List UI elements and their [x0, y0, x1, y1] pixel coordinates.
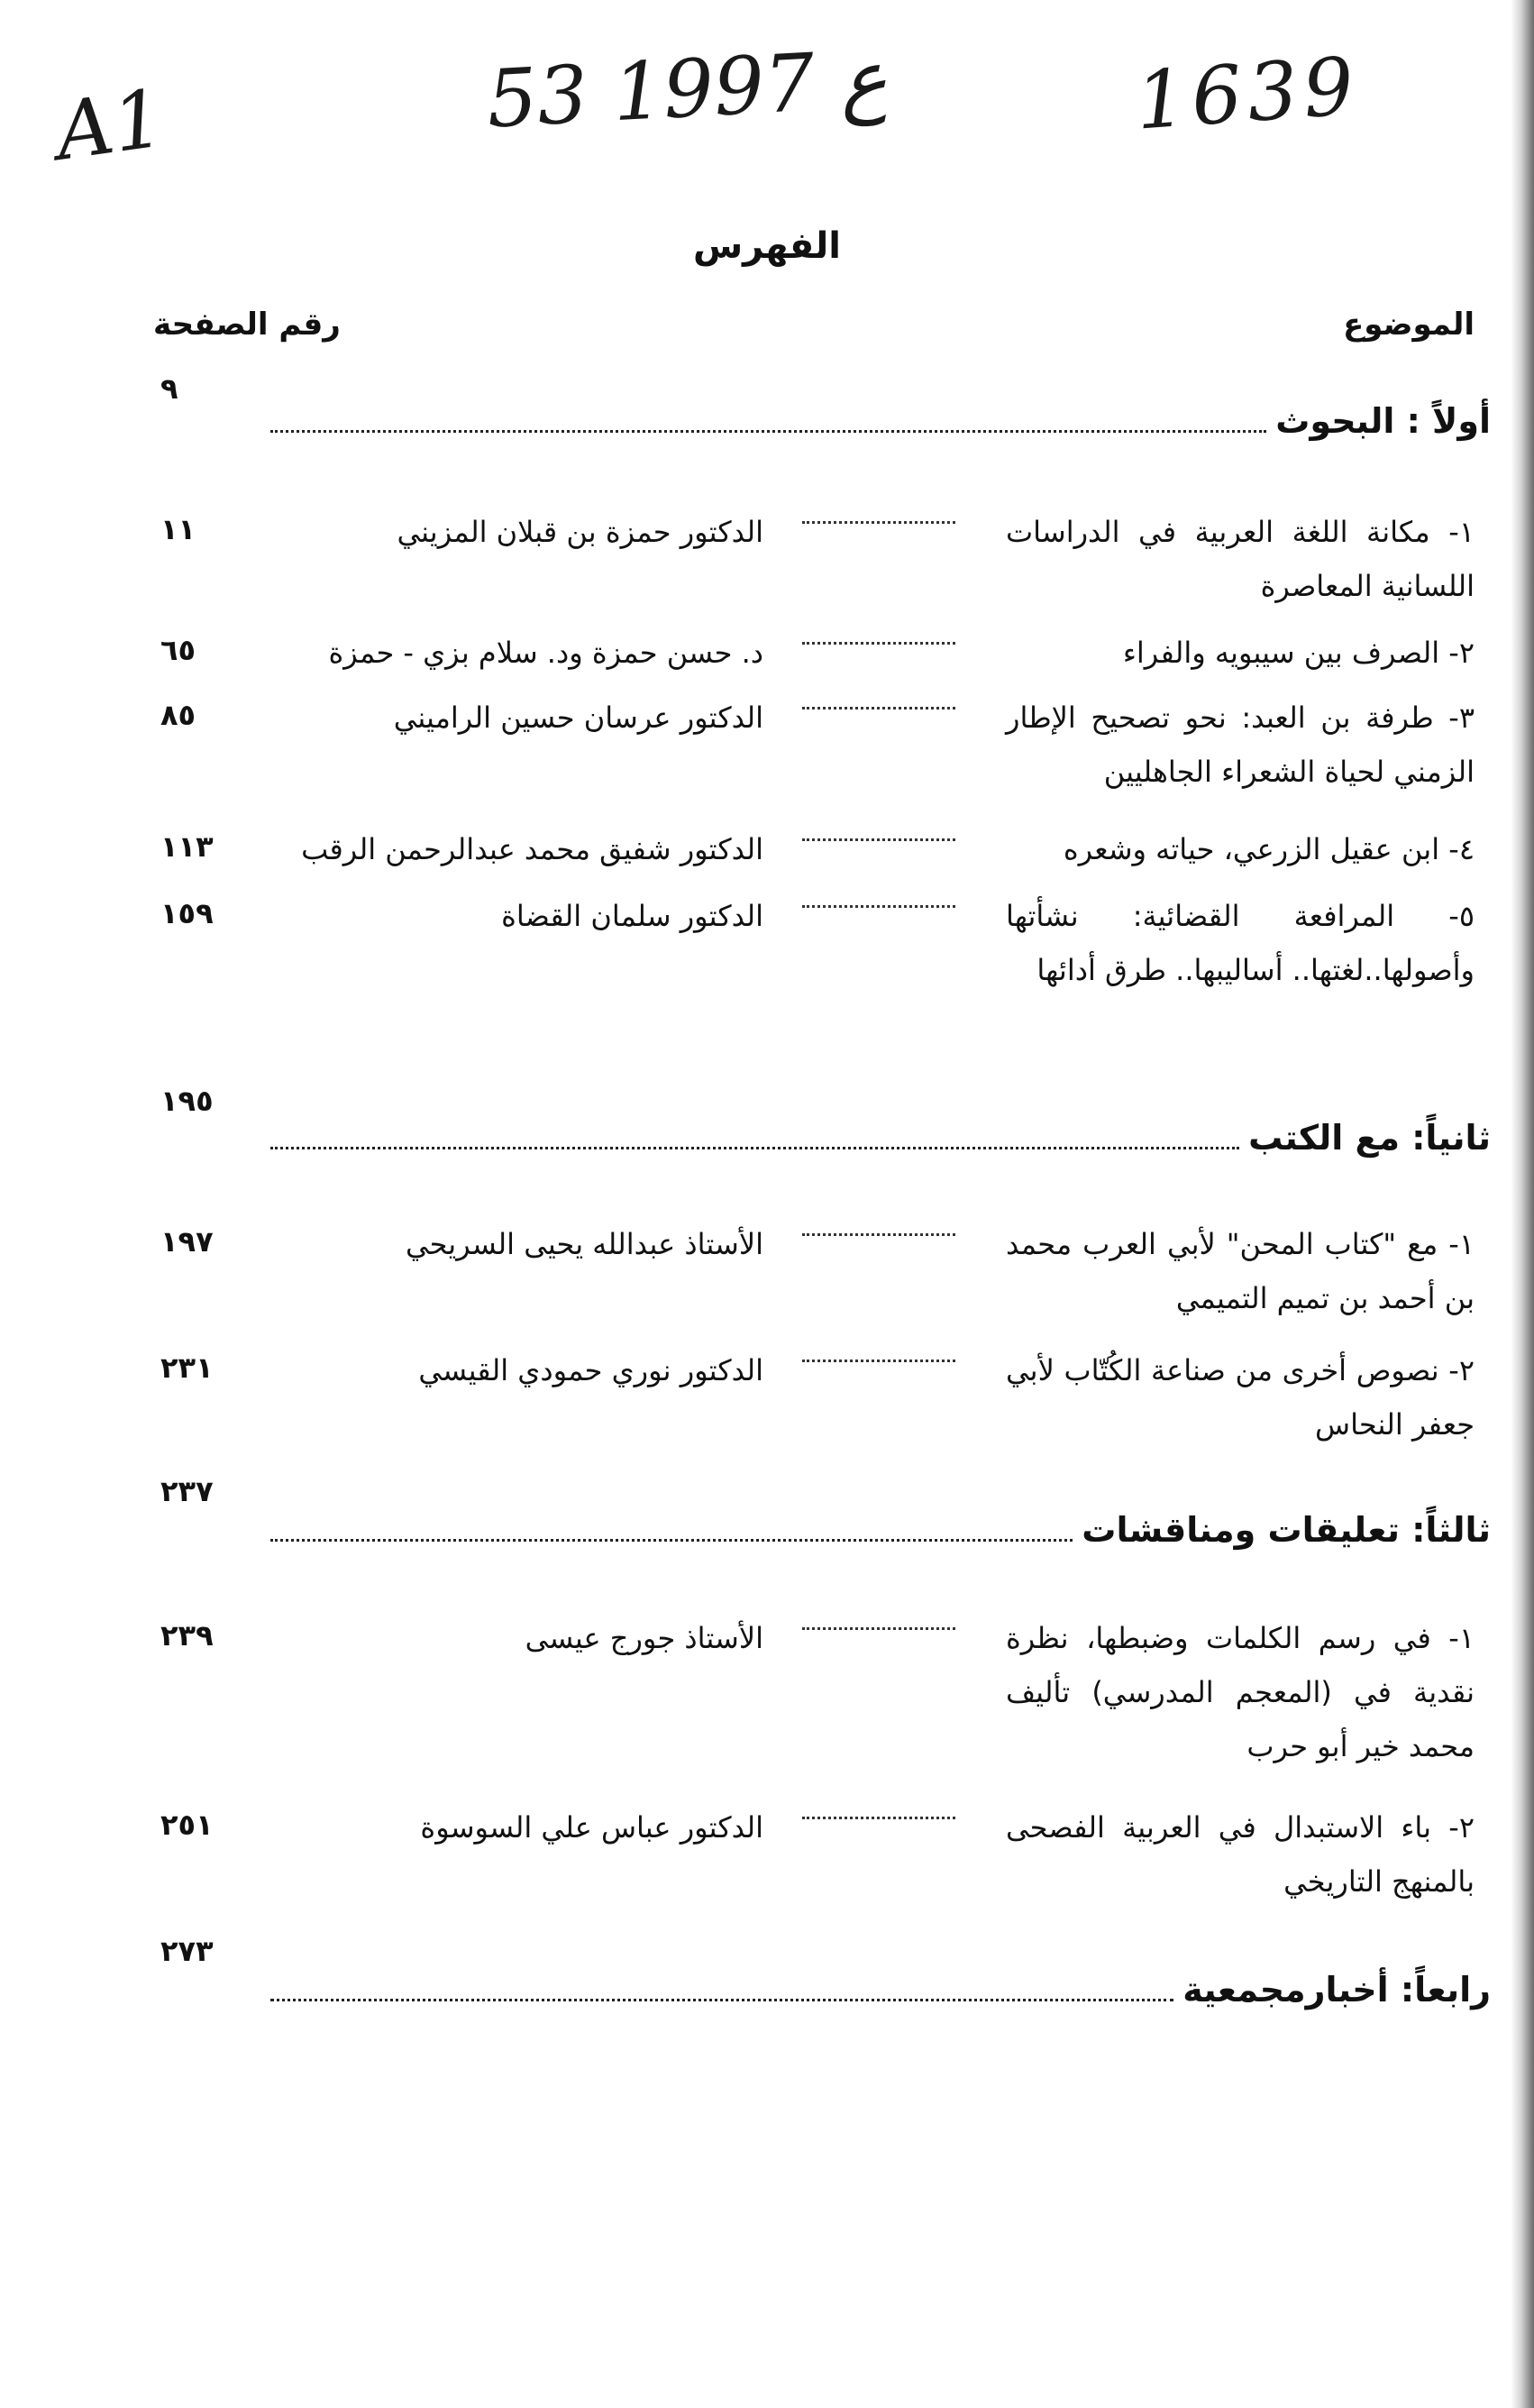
entry-author: الدكتور عرسان حسين الراميني: [393, 700, 763, 735]
entry-title: ٥- المرافعة القضائية: نشأتها وأصولها..لغتها.. أساليبها.. طرق أدائها: [1006, 899, 1475, 987]
entry-title: ٢- الصرف بين سيبويه والفراء: [1122, 636, 1475, 670]
section-page-number: ٢٧٣: [160, 1934, 214, 1968]
entry-author: الدكتور عباس علي السوسوة: [420, 1810, 763, 1845]
handwritten-note-middle: 53 ع 1997: [484, 32, 890, 146]
entry-author: الدكتور شفيق محمد عبدالرحمن الرقب: [301, 832, 763, 866]
handwritten-note-left: A1: [50, 71, 170, 179]
section-heading: [270, 1510, 1491, 1550]
entry-author: د. حسن حمزة ود. سلام بزي - حمزة: [328, 636, 763, 670]
leader-dots: [802, 642, 955, 645]
entry-page-number: ١١: [160, 512, 196, 546]
leader-dots: [802, 838, 955, 841]
entry-author: الأستاذ عبدالله يحيى السريحي: [405, 1227, 763, 1261]
section-title: أولاً : البحوث: [1275, 401, 1491, 441]
leader-dots: [802, 1627, 955, 1630]
topic-column-label: الموضوع: [1343, 307, 1475, 343]
entry-page-number: ٢٣٩: [160, 1618, 214, 1653]
entry-page-number: ١١٣: [160, 829, 214, 864]
leader-dots: [802, 1360, 955, 1362]
leader-dots: [270, 1147, 1239, 1149]
entry-title: ٤- ابن عقيل الزرعي، حياته وشعره: [1063, 832, 1475, 866]
section-heading: [270, 401, 1491, 441]
entry-author: الدكتور سلمان القضاة: [501, 899, 763, 933]
entry-page-number: ٦٥: [160, 633, 196, 667]
entry-title: ٣- طرفة بن العبد: نحو تصحيح الإطار الزمني لحياة الشعراء الجاهليين: [1006, 700, 1475, 789]
leader-dots: [270, 430, 1266, 433]
entry-author: الأستاذ جورج عيسى: [525, 1621, 763, 1655]
section-page-number: ١٩٥: [160, 1084, 214, 1118]
entry-page-number: ١٥٩: [160, 896, 214, 930]
entry-title: ١- مكانة اللغة العربية في الدراسات اللسانية المعاصرة: [1006, 515, 1475, 603]
section-heading: [270, 1118, 1491, 1158]
entry-page-number: ٨٥: [160, 698, 196, 732]
section-title: رابعاً: أخبارمجمعية: [1182, 1970, 1491, 2010]
section-title: ثالثاً: تعليقات ومناقشات: [1082, 1510, 1491, 1550]
leader-dots: [802, 1817, 955, 1819]
scan-edge-shadow: [1511, 0, 1534, 2408]
entry-page-number: ٢٣١: [160, 1350, 214, 1385]
leader-dots: [270, 1999, 1173, 2001]
leader-dots: [802, 1233, 955, 1236]
leader-dots: [270, 1539, 1073, 1542]
entry-author: الدكتور حمزة بن قبلان المزيني: [397, 515, 763, 549]
page-title: الفهرس: [692, 225, 841, 267]
entry-title: ٢- نصوص أخرى من صناعة الكُتّاب لأبي جعفر النحاس: [1006, 1353, 1475, 1442]
section-page-number: ٩: [160, 371, 178, 406]
entry-title: ٢- باء الاستبدال في العربية الفصحى بالمنهج التاريخي: [1006, 1810, 1475, 1899]
entry-title: ١- مع "كتاب المحن" لأبي العرب محمد بن أحمد بن تميم التميمي: [1006, 1227, 1475, 1315]
section-page-number: ٢٣٧: [160, 1474, 214, 1508]
entry-title: ١- في رسم الكلمات وضبطها، نظرة نقدية في (المعجم المدرسي) تأليف محمد خير أبو حرب: [1006, 1621, 1475, 1763]
entry-page-number: ٢٥١: [160, 1808, 214, 1842]
handwritten-note-right: 1639: [1132, 39, 1363, 148]
entry-page-number: ١٩٧: [160, 1224, 214, 1259]
leader-dots: [802, 905, 955, 908]
section-title: ثانياً: مع الكتب: [1248, 1118, 1491, 1158]
leader-dots: [802, 521, 955, 524]
entry-author: الدكتور نوري حمودي القيسي: [418, 1353, 763, 1387]
section-heading: [270, 1970, 1491, 2010]
page-column-label: رقم الصفحة: [153, 307, 341, 343]
leader-dots: [802, 707, 955, 710]
